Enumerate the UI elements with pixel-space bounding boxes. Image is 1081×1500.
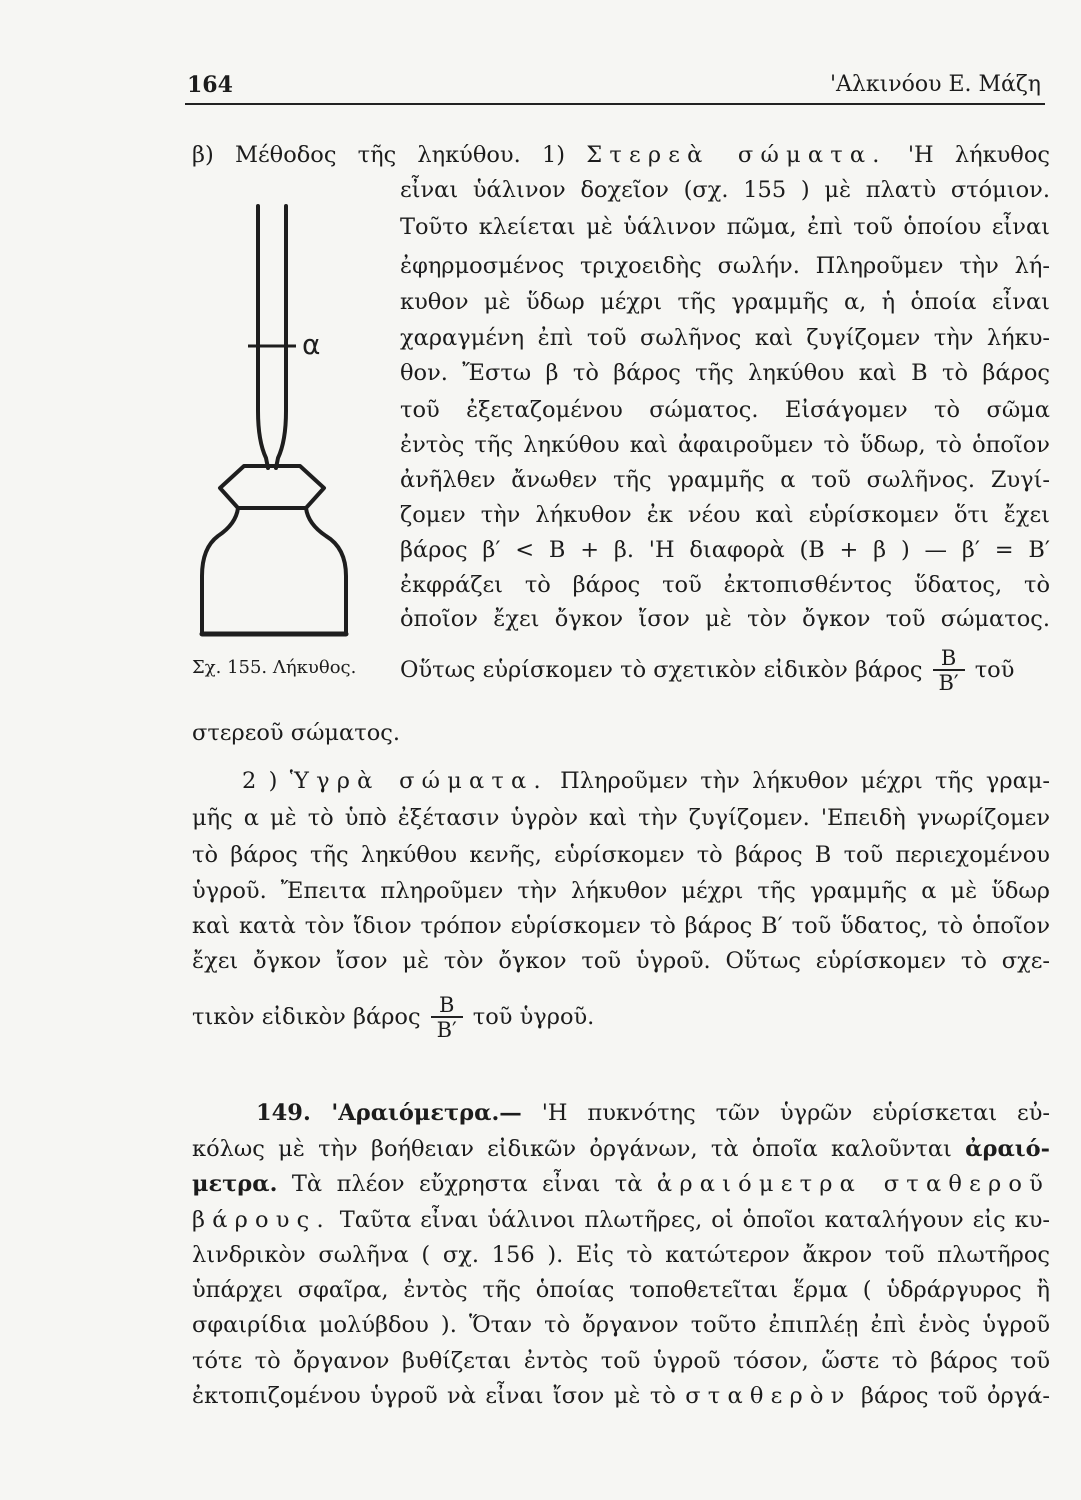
figure-caption: Σχ. 155. Λήκυθος.	[192, 657, 357, 678]
text-line: ἔχει ὄγκον ἴσον μὲ τὸν ὄγκον τοῦ ὑγροῦ. Οὕτως εὑρίσκομεν τὸ σχε-	[192, 948, 1050, 974]
text-line: ἐκτοπιζομένου ὑγροῦ νὰ εἶναι ἴσον μὲ τὸ σταθερὸν βάρος τοῦ ὀργά-	[192, 1383, 1051, 1409]
text-line: ἐφηρμοσμένος τριχοειδὴς σωλήν. Πληροῦμεν τὴν λή-	[400, 253, 1050, 279]
header-rule	[185, 103, 1045, 105]
text-line: μῆς α μὲ τὸ ὑπὸ ἐξέτασιν ὑγρὸν καὶ τὴν ζυγίζομεν. 'Επειδὴ γνωρίζομεν	[192, 805, 1050, 831]
text-line-with-fraction: Οὕτως εὑρίσκομεν τὸ σχετικὸν εἰδικὸν βάρος $\frac{B}{B'}$ τοῦ	[400, 646, 1015, 695]
mark-a-label: α	[302, 328, 321, 361]
text-line: κυθον μὲ ὕδωρ μέχρι τῆς γραμμῆς α, ἡ ὁποία εἶναι	[400, 289, 1050, 315]
text-line: σφαιρίδια μολύβδου ). Ὅταν τὸ ὄργανον τοῦτο ἐπιπλέῃ ἐπὶ ἑνὸς ὑγροῦ	[192, 1312, 1050, 1338]
text-line: κόλως μὲ τὴν βοήθειαν εἰδικῶν ὀργάνων, τὰ ὁποῖα καλοῦνται ἀραιό-	[192, 1136, 1050, 1162]
text-line: ἐκφράζει τὸ βάρος τοῦ ἐκτοπισθέντος ὕδατος, τὸ	[400, 572, 1050, 598]
text-line: Τοῦτο κλείεται μὲ ὑάλινον πῶμα, ἐπὶ τοῦ ὁποίου εἶναι	[400, 214, 1050, 240]
running-header: 'Αλκινόου Ε. Μάζη	[829, 72, 1041, 97]
text-line: 2 ) Ὑγρὰ σώματα. Πληροῦμεν τὴν λήκυθον μέχρι τῆς γραμ-	[242, 768, 1050, 794]
text-line: χαραγμένη ἐπὶ τοῦ σωλῆνος καὶ ζυγίζομεν τὴν λήκυ-	[400, 325, 1050, 351]
text-line: τότε τὸ ὄργανον βυθίζεται ἐντὸς τοῦ ὑγροῦ τόσον, ὥστε τὸ βάρος τοῦ	[192, 1348, 1050, 1374]
page-number: 164	[187, 72, 233, 98]
text-line: ἐντὸς τῆς ληκύθου καὶ ἀφαιροῦμεν τὸ ὕδωρ, τὸ ὁποῖον	[400, 432, 1050, 458]
text-line: θον. Ἔστω β τὸ βάρος τῆς ληκύθου καὶ Β τὸ βάρος	[400, 360, 1050, 386]
text-line: εἶναι ὑάλινον δοχεῖον (σχ. 155 ) μὲ πλατὺ στόμιον.	[400, 177, 1050, 203]
flask-figure	[196, 196, 386, 656]
text-line: ὑγροῦ. Ἔπειτα πληροῦμεν τὴν λήκυθον μέχρι τῆς γραμμῆς α μὲ ὕδωρ	[192, 878, 1050, 904]
text-line: καὶ κατὰ τὸν ἴδιον τρόπον εὑρίσκομεν τὸ βάρος Β′ τοῦ ὕδατος, τὸ ὁποῖον	[192, 913, 1050, 939]
text-line: στερεοῦ σώματος.	[192, 720, 400, 746]
text-line: βάρους. Ταῦτα εἶναι ὑάλινοι πλωτῆρες, οἱ ὁποῖοι καταλήγουν εἰς κυ-	[192, 1207, 1050, 1233]
text-line: ἀνῆλθεν ἄνωθεν τῆς γραμμῆς α τοῦ σωλῆνος. Ζυγί-	[400, 467, 1050, 493]
fraction: $\frac{B}{B'}$	[933, 648, 965, 694]
text-line: ζομεν τὴν λήκυθον ἐκ νέου καὶ εὑρίσκομεν ὅτι ἔχει	[400, 502, 1050, 528]
text-line: λινδρικὸν σωλῆνα ( σχ. 156 ). Εἰς τὸ κατώτερον ἄκρον τοῦ πλωτῆρος	[192, 1242, 1050, 1268]
text-line: ὑπάρχει σφαῖρα, ἐντὸς τῆς ὁποίας τοποθετεῖται ἕρμα ( ὑδράργυρος ἢ	[192, 1277, 1050, 1303]
text-line: ὁποῖον ἔχει ὄγκον ἴσον μὲ τὸν ὄγκον τοῦ σώματος.	[400, 606, 1050, 632]
text-line: μετρα. Τὰ πλέον εὔχρηστα εἶναι τὰ ἀραιόμετρα σταθεροῦ	[192, 1171, 1050, 1197]
text-line: 149. 'Αραιόμετρα.— 'Η πυκνότης τῶν ὑγρῶν εὑρίσκεται εὐ-	[256, 1100, 1050, 1126]
text-line: τὸ βάρος τῆς ληκύθου κενῆς, εὑρίσκομεν τὸ βάρος Β τοῦ περιεχομένου	[192, 842, 1050, 868]
section-heading: 149. 'Αραιόμετρα.—	[256, 1100, 522, 1126]
spaced-heading: Στερεὰ σώματα.	[586, 142, 887, 168]
spaced-heading: Ὑγρὰ σώματα.	[289, 768, 548, 794]
fraction: $\frac{B}{B'}$	[431, 995, 463, 1041]
text-line: βάρος β′ < Β + β. 'Η διαφορὰ (Β + β ) — β′ = Β′	[400, 537, 1050, 563]
text-line: τοῦ ἐξεταζομένου σώματος. Εἰσάγομεν τὸ σῶμα	[400, 397, 1050, 423]
text-line: β) Μέθοδος τῆς ληκύθου. 1) Στερεὰ σώματα. 'Η λήκυθος	[192, 142, 1050, 168]
text-line-with-fraction: τικὸν εἰδικὸν βάρος $\frac{B}{B'}$ τοῦ ὑγροῦ.	[192, 993, 595, 1042]
